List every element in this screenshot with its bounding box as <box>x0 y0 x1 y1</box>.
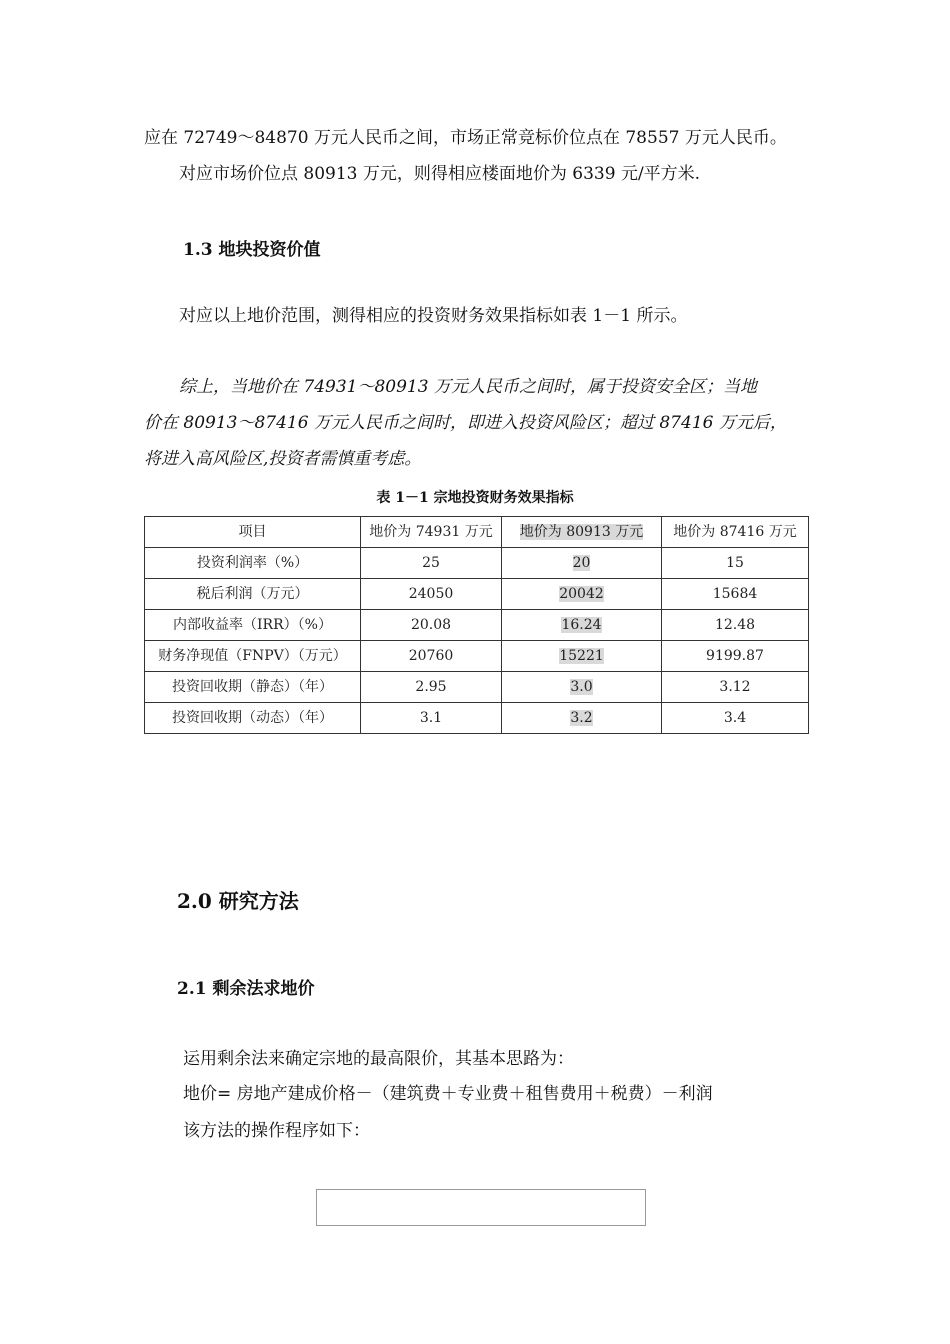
table-cell <box>502 610 662 641</box>
table-cell <box>502 579 662 610</box>
conclusion-line: 价在 80913～87416 万元人民币之间时，即进入投资风险区；超过 87416 万元后， <box>144 413 787 433</box>
paragraph-line: 应在 72749～84870 万元人民币之间，市场正常竞标价位点在 78557 万元人民币。 <box>144 128 787 148</box>
header-cell: 地价为 74931 万元 <box>361 517 502 548</box>
table-cell: 2.95 <box>361 672 502 703</box>
table-cell: 12.48 <box>662 610 809 641</box>
table-cell: 9199.87 <box>662 641 809 672</box>
table-cell: 15684 <box>662 579 809 610</box>
table-cell: 15 <box>662 548 809 579</box>
table-row <box>145 548 809 579</box>
table-cell <box>502 672 662 703</box>
table-cell: 3.1 <box>361 703 502 734</box>
header-cell <box>502 517 662 548</box>
highlighted-value: 20 <box>572 555 591 571</box>
table-row <box>145 641 809 672</box>
table-row <box>145 703 809 734</box>
paragraph-line: 对应以上地价范围，测得相应的投资财务效果指标如表 1－1 所示。 <box>179 306 688 326</box>
section-heading-2-1: 2.1 剩余法求地价 <box>177 979 315 999</box>
highlighted-value: 20042 <box>559 586 604 602</box>
table-caption: 表 1－1 宗地投资财务效果指标 <box>376 490 574 506</box>
row-label: 财务净现值（FNPV）（万元） <box>145 641 361 672</box>
table-header-row <box>145 517 809 548</box>
section-heading-1-3: 1.3 地块投资价值 <box>183 240 321 260</box>
header-cell: 地价为 87416 万元 <box>662 517 809 548</box>
highlighted-value: 地价为 80913 万元 <box>519 524 644 540</box>
table-cell <box>502 548 662 579</box>
table-cell <box>502 703 662 734</box>
highlighted-value: 3.2 <box>570 710 593 726</box>
header-cell: 项目 <box>145 517 361 548</box>
conclusion-line: 将进入高风险区,投资者需慎重考虑。 <box>144 449 422 469</box>
financial-indicator-table <box>144 516 809 734</box>
paragraph-line: 对应市场价位点 80913 万元，则得相应楼面地价为 6339 元/平方米. <box>179 164 701 184</box>
table-cell <box>502 641 662 672</box>
paragraph-line: 运用剩余法来确定宗地的最高限价，其基本思路为： <box>183 1049 574 1069</box>
table-cell: 3.12 <box>662 672 809 703</box>
highlighted-value: 15221 <box>559 648 604 664</box>
table-cell: 25 <box>361 548 502 579</box>
table-row <box>145 672 809 703</box>
highlighted-value: 16.24 <box>561 617 602 633</box>
conclusion-line: 综上，当地价在 74931～80913 万元人民币之间时，属于投资安全区；当地 <box>179 377 757 397</box>
table-cell: 20.08 <box>361 610 502 641</box>
table-row <box>145 579 809 610</box>
paragraph-line: 该方法的操作程序如下： <box>183 1121 370 1141</box>
flowchart-box <box>316 1189 646 1226</box>
formula-line: 地价= 房地产建成价格－（建筑费＋专业费＋租售费用＋税费）－利润 <box>183 1084 713 1104</box>
row-label: 投资利润率（%） <box>145 548 361 579</box>
row-label: 投资回收期（静态）（年） <box>145 672 361 703</box>
row-label: 内部收益率（IRR）（%） <box>145 610 361 641</box>
section-heading-2-0: 2.0 研究方法 <box>177 889 299 913</box>
highlighted-value: 3.0 <box>570 679 593 695</box>
row-label: 投资回收期（动态）（年） <box>145 703 361 734</box>
row-label: 税后利润（万元） <box>145 579 361 610</box>
table-row <box>145 610 809 641</box>
table-cell: 3.4 <box>662 703 809 734</box>
table-cell: 24050 <box>361 579 502 610</box>
table-cell: 20760 <box>361 641 502 672</box>
